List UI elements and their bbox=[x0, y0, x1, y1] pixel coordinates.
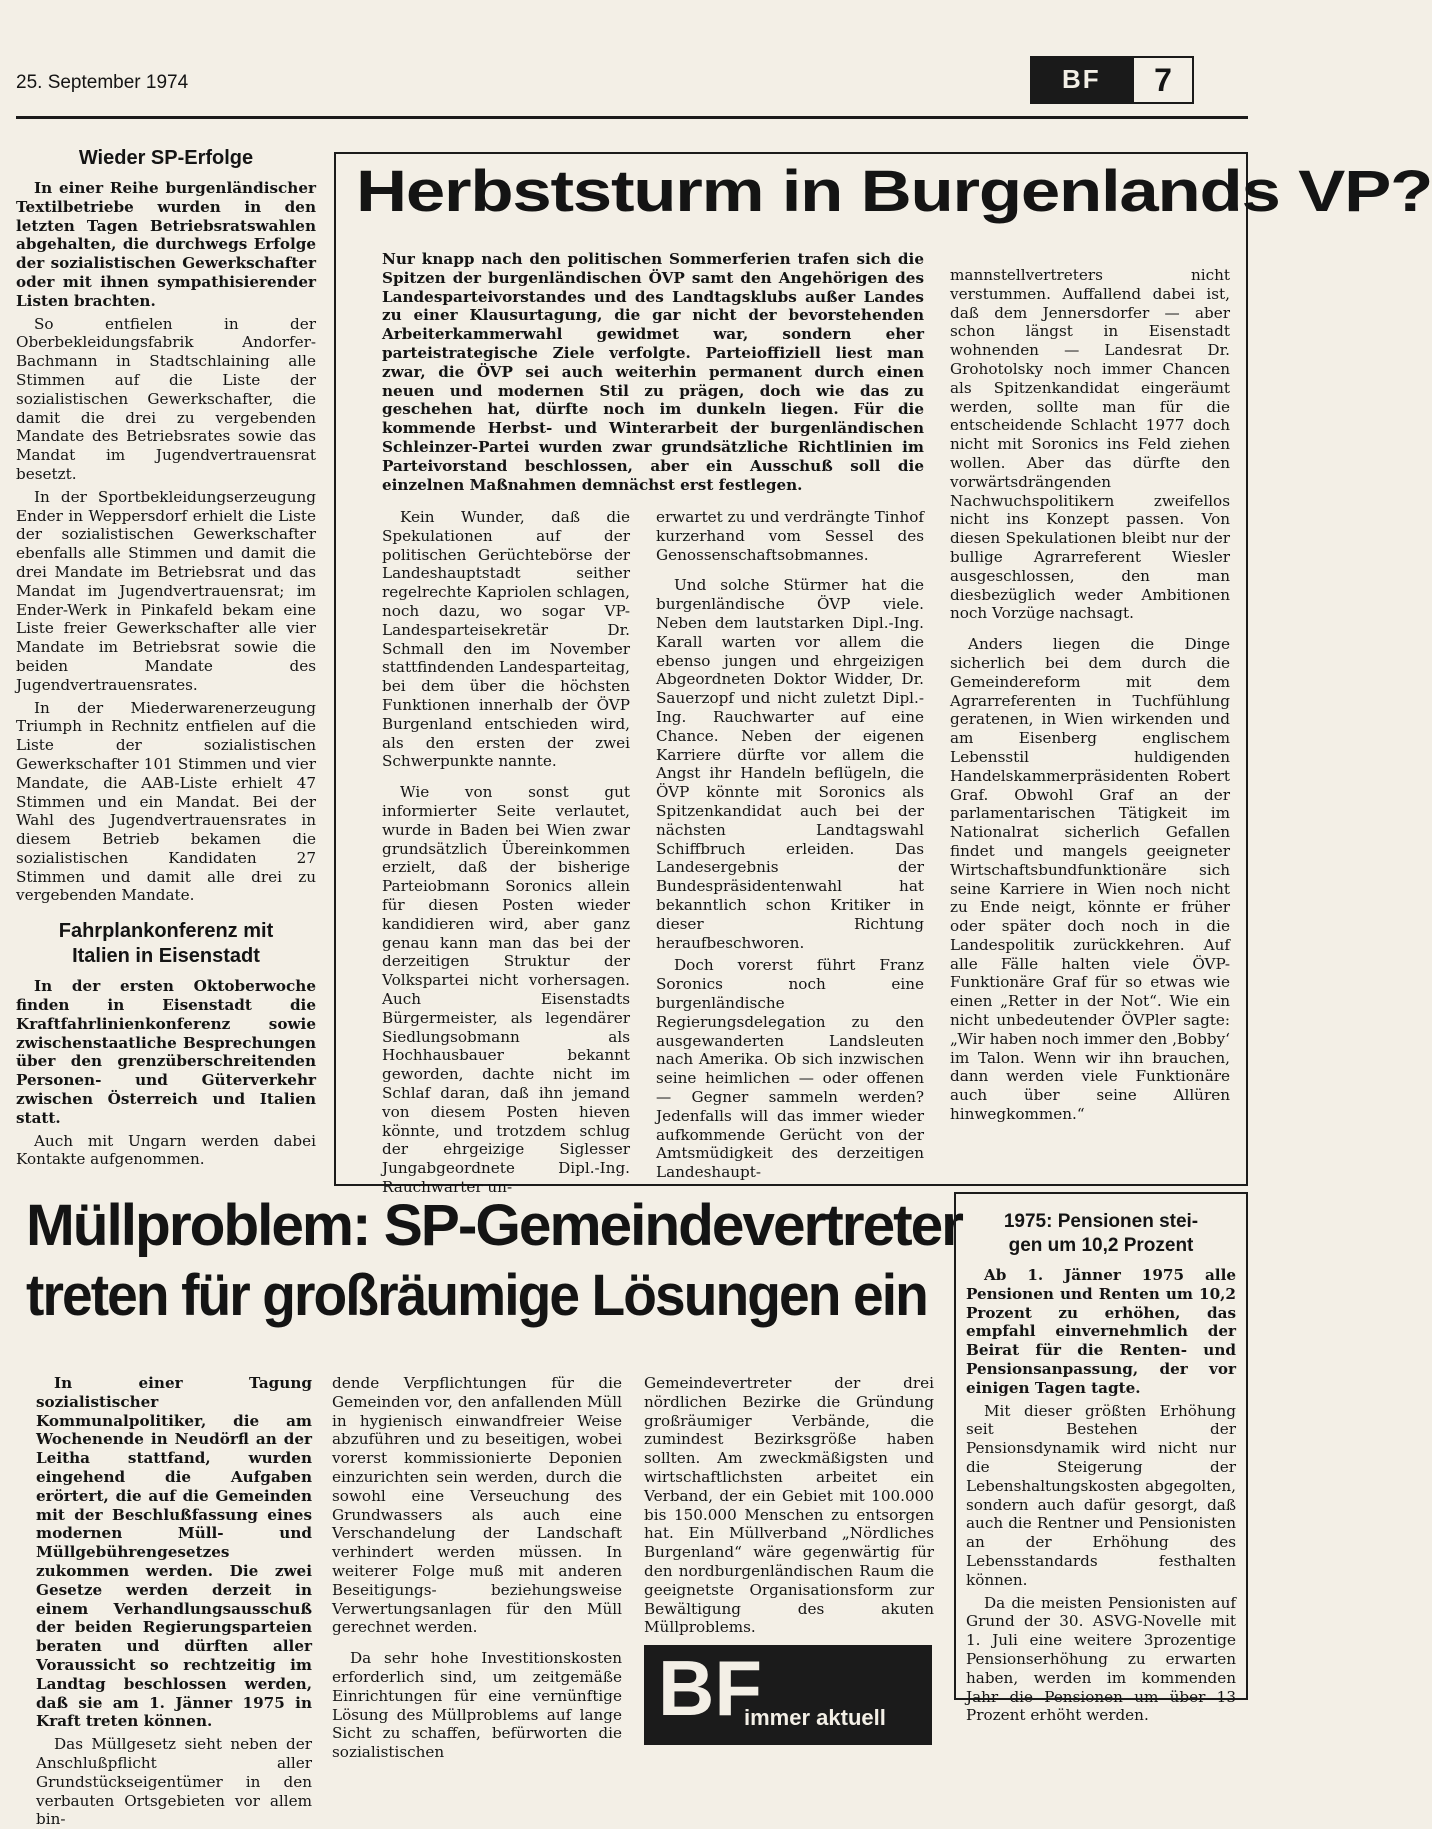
waste-paragraph: dende Verpflichtungen für die Gemeinden vor, den anfallenden Müll in hygienisch einwandfreier Weise abzuführen und zu beseitigen, wobei vorerst kommissionierte Deponien einzurichten sein werden, durch die sowohl eine Verseuchung des Grundwassers als auch eine Verschandelung der Landschaft verhindert werden müssen. In weiterer Folge muß mit anderen Beseitigungs- beziehungsweise Verwertungsanlagen für den Müll gerechnet werden. bbox=[332, 1374, 622, 1637]
section1-paragraph: In der Sportbekleidungserzeugung Ender in Weppersdorf erhielt die Liste der sozialistischen Gewerkschafter ebenfalls alle Stimmen und damit die drei Mandate im Betriebsrat und das Mandat im Jugendvertrauensrat; im Ender-Werk in Pinkafeld bekam eine Liste freier Gewerkschafter alle vier Mandate im Betriebsrat sowie die beiden Mandate des Jugendvertrauensrates. bbox=[16, 487, 316, 694]
section2-title-line: Fahrplankonferenz mit bbox=[58, 920, 274, 943]
ad-logo: BF bbox=[658, 1644, 762, 1732]
main-paragraph: erwartet zu und verdrängte Tinhof kurzerhand vom Sessel des Genossenschaftsobmannes. bbox=[656, 508, 924, 564]
waste-paragraph: Das Müllgesetz sieht neben der Anschlußpflicht aller Grundstückseigentümer in den verbauten Ortsgebieten vor allem bin- bbox=[36, 1735, 312, 1829]
issue-date: 25. September 1974 bbox=[16, 72, 189, 93]
main-paragraph: Anders liegen die Dinge sicherlich bei dem durch die Gemeindereform mit dem Agrarreferenten in Tuchfühlung geratenen, in Wien wirkenden und am Eisenberg englischem Lebensstil huldigenden Handelskammerpräsidenten Robert Graf. Obwohl Graf an der parlamentarischen Tätigkeit im Nationalrat sicherlich Gefallen findet und mangels geeigneter Wirtschaftsbundfunktionäre sich seine Karriere in Wien noch nicht zu Ende neigt, könnte er früher oder später doch noch in die Landespolitik zurückkehren. Auf alle Fälle halten viele ÖVP-Funktionäre Graf für so etwas wie einen „Retter in der Not“. Wie ein nicht unbedeutender ÖVPler sagte: „Wir haben noch immer den ‚Bobby‘ im Talon. Wenn wir ihn brauchen, dann werden viele Funktionäre auch über seine Allüren hinwegkommen.“ bbox=[950, 635, 1230, 1124]
pension-title-line: gen um 10,2 Prozent bbox=[1008, 1235, 1194, 1256]
main-lead: Nur knapp nach den politischen Sommerferien trafen sich die Spitzen der burgenländischen ÖVP samt den Angehörigen des Landesparteivorstandes und des Landtagsklubs außer Landes zu einer Klausurtagung, die gar nicht der bevorstehenden Arbeiterkammerwahl gewidmet war, sondern eher parteistrategische Ziele verfolgte. Parteioffiziell liest man zwar, die ÖVP sei auch weiterhin permanent durch einen neuen und modernen Stil zu prägen, doch wie das zu geschehen hat, dürfte noch im dunkeln liegen. Für die kommende Herbst- und Winterarbeit der burgenländischen Schleinzer-Partei wurden zwar grundsätzliche Richtlinien im Parteivorstand beschlossen, aber ein Ausschuß soll die einzelnen Maßnahmen demnächst erst festlegen. bbox=[382, 250, 924, 494]
section2-paragraph: Auch mit Ungarn werden dabei Kontakte aufgenommen. bbox=[16, 1131, 316, 1169]
header-rule bbox=[16, 116, 1248, 119]
main-paragraph: Wie von sonst gut informierter Seite verlautet, wurde in Baden bei Wien zwar grundsätzlich Übereinkommen erzielt, daß der bisherige Parteiobmann Soronics allein für diesen Posten wieder kandidieren wird, aber ganz genau kann man das bei der derzeitigen Struktur der Volkspartei nicht vorhersagen. Auch Eisenstadts Bürgermeister, als legendärer Siedlungsobmann als Hochhausbauer bekannt geworden, dachte nicht im Schlaf daran, daß ihn jemand von diesem Posten hieven könnte, und trotzdem schlug der ehrgeizige Siglesser Jungabgeordnete Dipl.-Ing. Rauchwarter un- bbox=[382, 783, 630, 1196]
pension-paragraph: Mit dieser größten Erhöhung seit Bestehen der Pensionsdynamik wird nicht nur die Steigerung der Lebenshaltungskosten abgegolten, sondern auch dafür gesorgt, daß auch die Rentner und Pensionisten an der Erhöhung des Lebensstandards festhalten können. bbox=[966, 1401, 1236, 1589]
bf-advertisement bbox=[644, 1645, 932, 1745]
waste-paragraph: Da sehr hohe Investitionskosten erforderlich sind, um zeitgemäße Einrichtungen für eine vernünftige Lösung des Müllproblems auf lange Sicht zu schaffen, befürworten die sozialistischen bbox=[332, 1649, 622, 1762]
section1-paragraph: In der Miederwarenerzeugung Triumph in Rechnitz entfielen auf die Liste der sozialistischen Gewerkschafter 101 Stimmen und vier Mandate, die AAB-Liste erhielt 47 Stimmen und ein Mandat. Bei der Wahl des Jugendvertrauensrates in diesem Betrieb bekamen die sozialistischen Kandidaten 27 Stimmen und damit alle drei zu vergebenden Mandate. bbox=[16, 698, 316, 905]
page-number: 7 bbox=[1131, 58, 1192, 102]
main-column-1 bbox=[382, 508, 630, 1197]
pension-lead: Ab 1. Jänner 1975 alle Pensionen und Renten um 10,2 Prozent zu erhöhen, das empfahl einvernehmlich der Beirat für die Renten- und Pensionsanpassung, der vor einigen Tagen tagte. bbox=[966, 1266, 1236, 1397]
waste-paragraph: Gemeindevertreter der drei nördlichen Bezirke die Gründung großräumiger Verbände, die zumindest Bezirksgröße haben sollten. Am zweckmäßigsten und wirtschaftlichsten arbeitet ein Verband, der ein Gebiet mit 100.000 bis 150.000 Menschen zu entsorgen hat. Ein Müllverband „Nördliches Burgenland“ wäre gegenwärtig für den nordburgenländischen Raum die geeignetste Organisationsform zur Bewältigung des akuten Müllproblems. bbox=[644, 1374, 934, 1637]
section1-lead: In einer Reihe burgenländischer Textilbetriebe wurden in den letzten Tagen Betriebsratswahlen abgehalten, die durchwegs Erfolge der sozialistischen Gewerkschafter oder mit ihnen sympathisierender Listen brachten. bbox=[16, 179, 316, 310]
newspaper-masthead-box bbox=[1030, 56, 1194, 104]
section2-title bbox=[16, 919, 316, 969]
left-column bbox=[16, 146, 316, 1169]
pension-paragraph: Da die meisten Pensionisten auf Grund der 30. ASVG-Novelle mit 1. Juli eine weitere 3prozentige Pensionserhöhung zu erwarten haben, werden im kommenden Jahr die Pensionen um über 13 Prozent erhöht werden. bbox=[966, 1593, 1236, 1725]
section2-title-line: Italien in Eisenstadt bbox=[72, 945, 260, 968]
waste-headline-line: Müllproblem: SP-Gemeindevertreter bbox=[26, 1193, 962, 1258]
ad-slogan: immer aktuell bbox=[744, 1705, 886, 1730]
pension-title bbox=[964, 1210, 1238, 1258]
section1-title: Wieder SP-Erfolge bbox=[78, 147, 254, 169]
main-paragraph: mannstellvertreters nicht verstummen. Auffallend dabei ist, daß dem Jennersdorfer — aber schon längst in Eisenstadt wohnenden — Landesrat Dr. Grohotolsky noch immer Chancen als Spitzenkandidat eingeräumt werden, sollte man für die entscheidende Schlacht 1977 doch nicht mit Soronics ins Feld ziehen wollen. Aber das dürfte den vorwärtsdrängenden Nachwuchspolitikern zweifellos nicht ins Konzept passen. Von diesen Spekulationen bleibt nur der bullige Agrarreferent Wiesler ausgeschlossen, den man diesbezüglich weder Ambitionen noch Vorzüge nachsagt. bbox=[950, 266, 1230, 623]
main-lead-column bbox=[382, 250, 924, 494]
main-column-2 bbox=[656, 508, 924, 1182]
main-paragraph: Und solche Stürmer hat die burgenländische ÖVP viele. Neben dem lautstarken Dipl.-Ing. Karall warten vor allem die ebenso jungen und ehrgeizigen Abgeordneten Doktor Widder, Dr. Sauerzopf und nicht zuletzt Dipl.-Ing. Rauchwarter auf eine Chance. Neben der eigenen Karriere dürfte vor allem die Angst ihr Handeln beflügeln, die ÖVP könnte mit Soronics als Spitzenkandidat auch bei der nächsten Landtagswahl Schiffbruch erleiden. Das Landesergebnis der Bundespräsidentenwahl hat bekanntlich schon Kritiker in dieser Richtung heraufbeschworen. bbox=[656, 576, 924, 952]
waste-column-2 bbox=[332, 1374, 622, 1762]
section2-lead: In der ersten Oktoberwoche finden in Eisenstadt die Kraftfahrlinienkonferenz sowie zwischenstaatliche Besprechungen über den grenzüberschreitenden Personen- und Güterverkehr zwischen Österreich und Italien statt. bbox=[16, 977, 316, 1127]
waste-lead: In einer Tagung sozialistischer Kommunalpolitiker, die am Wochenende in Neudörfl an der Leitha stattfand, wurden eingehend die Aufgaben erörtert, die auf die Gemeinden mit der Beschlußfassung eines modernen Müll- und Müllgebührengesetzes zukommen werden. Die zwei Gesetze werden derzeit in einem Verhandlungsausschuß der beiden Regierungsparteien beraten und dürften aller Voraussicht so rechtzeitig im Landtag beschlossen werden, daß sie am 1. Jänner 1975 in Kraft treten können. bbox=[36, 1374, 312, 1731]
main-column-3 bbox=[950, 266, 1230, 1124]
pension-title-line: 1975: Pensionen stei- bbox=[1003, 1211, 1199, 1232]
masthead-logo: BF bbox=[1062, 64, 1101, 94]
waste-column-3 bbox=[644, 1374, 934, 1637]
pension-body bbox=[966, 1266, 1236, 1725]
main-paragraph: Doch vorerst führt Franz Soronics noch eine burgenländische Regierungsdelegation zu den ausgewanderten Landsleuten nach Amerika. Ob sich inzwischen seine heimlichen — oder offenen — Gegner sammeln werden? Jedenfalls will das immer wieder aufkommende Gerücht von der Amtsmüdigkeit des derzeitigen Landeshaupt- bbox=[656, 956, 924, 1182]
waste-headline-line: treten für großräumige Lösungen ein bbox=[26, 1263, 927, 1328]
main-paragraph: Kein Wunder, daß die Spekulationen auf der politischen Gerüchtebörse der Landeshauptstadt seither regelrechte Kapriolen schlagen, noch dazu, wo sogar VP-Landesparteisekretär Dr. Schmall den im November stattfindenden Landesparteitag, bei dem über die höchsten Funktionen innerhalb der ÖVP Burgenland entschieden wird, als den ersten der zwei Schwerpunkte nannte. bbox=[382, 508, 630, 771]
waste-column-1 bbox=[36, 1374, 312, 1829]
section1-paragraph: So entfielen in der Oberbekleidungsfabrik Andorfer-Bachmann in Stadtschlaining alle Stimmen auf die Liste der sozialistischen Gewerkschafter, die damit die drei zu vergebenden Mandate des Betriebsrates sowie das Mandat im Jugendvertrauensrat besetzt. bbox=[16, 314, 316, 483]
main-headline: Herbststurm in Burgenlands VP? bbox=[356, 159, 1432, 224]
